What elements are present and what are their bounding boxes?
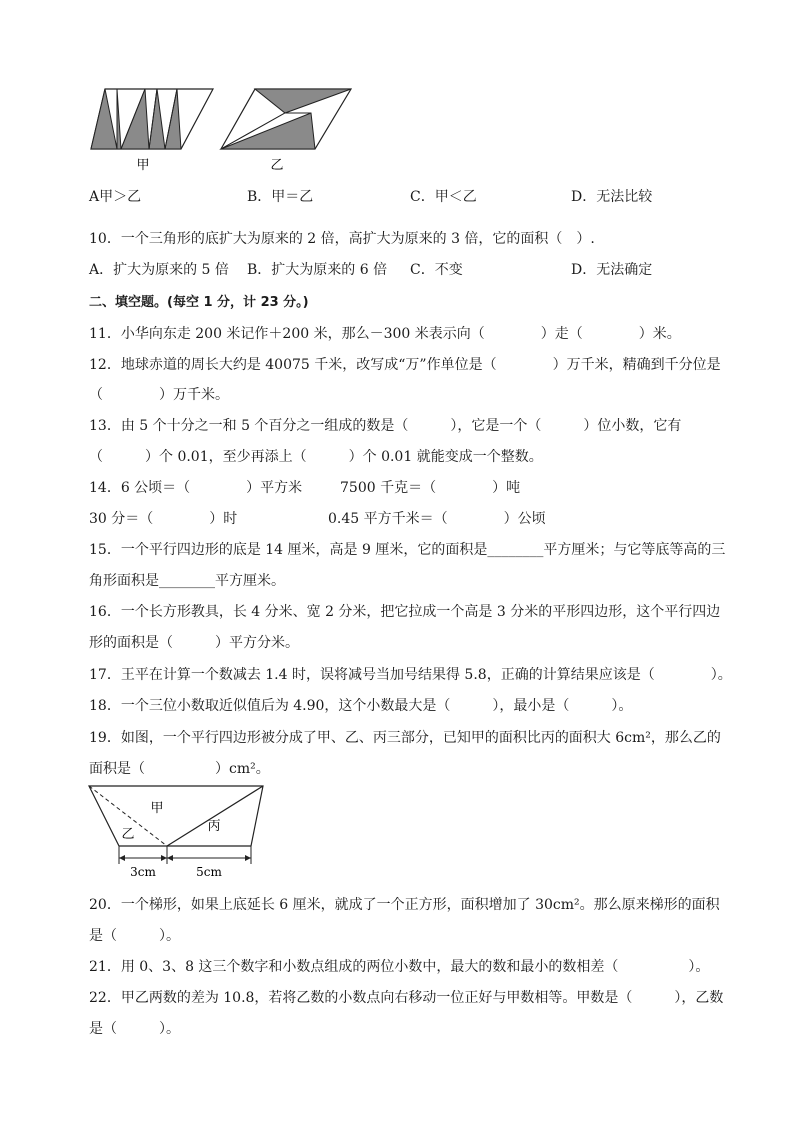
q10-option-b: B．扩大为原来的 6 倍 (247, 262, 388, 278)
label-jia: 甲 (136, 158, 150, 173)
question-13-line2: （ ）个 0.01，至少再添上（ ）个 0.01 就能变成一个整数。 (89, 449, 543, 465)
question-14-part2: 7500 千克＝（ ）吨 (340, 480, 521, 496)
question-14-part4: 0.45 平方千米＝（ ）公顷 (328, 511, 546, 527)
q9-option-a: A甲＞乙 (89, 189, 142, 205)
label-jia: 甲 (150, 801, 164, 816)
question-16-line2: 形的面积是（ ）平方分米。 (89, 635, 299, 651)
question-12-line2: （ ）万千米。 (89, 387, 229, 403)
q10-option-d: D．无法确定 (571, 262, 653, 278)
section-2-title: 二、填空题。(每空 1 分，计 23 分。) (89, 295, 309, 310)
question-16-line1: 16．一个长方形教具，长 4 分米、宽 2 分米，把它拉成一个高是 3 分米的平形四边形，这个平行四边 (89, 604, 721, 620)
question-15-line2: 角形面积是________平方厘米。 (89, 573, 285, 589)
question-22-line2: 是（ ）。 (89, 1021, 180, 1037)
q10-option-a: A．扩大为原来的 5 倍 (89, 262, 229, 278)
question-19-line1: 19．如图，一个平行四边形被分成了甲、乙、丙三部分，已知甲的面积比丙的面积大 6cm²，那么乙的 (89, 730, 721, 746)
q10-option-c: C．不变 (410, 262, 463, 278)
label-yi: 乙 (121, 827, 135, 842)
question-13-line1: 13．由 5 个十分之一和 5 个百分之一组成的数是（ ），它是一个（ ）位小数，它有 (89, 418, 682, 434)
question-14-part1: 14．6 公顷＝（ ）平方米 (89, 480, 303, 496)
question-18: 18．一个三位小数取近似值后为 4.90，这个小数最大是（ ），最小是（ ）。 (89, 698, 633, 714)
question-15-line1: 15．一个平行四边形的底是 14 厘米，高是 9 厘米，它的面积是________平方厘米；与它等底等高的三 (89, 542, 726, 558)
question-17: 17．王平在计算一个数减去 1.4 时，误将减号当加号结果得 5.8，正确的计算结果应该是（ ）。 (89, 667, 732, 683)
label-yi: 乙 (270, 158, 284, 173)
q9-option-d: D．无法比较 (571, 189, 653, 205)
question-11: 11．小华向东走 200 米记作＋200 米，那么－300 米表示向（ ）走（ ）米。 (89, 326, 681, 342)
question-20-line2: 是（ ）。 (89, 928, 180, 944)
label-bing: 丙 (207, 819, 221, 834)
divider-line (167, 786, 263, 846)
q9-option-c: C．甲＜乙 (410, 189, 477, 205)
question-21: 21．用 0、3、8 这三个数字和小数点组成的两位小数中，最大的数和最小的数相差（ ）。 (89, 959, 710, 975)
dimension-5cm: 5cm (196, 865, 222, 879)
question-14-part3: 30 分＝（ ）时 (89, 511, 238, 527)
question-20-line1: 20．一个梯形，如果上底延长 6 厘米，就成了一个正方形，面积增加了 30cm²。那么原来梯形的面积 (89, 897, 720, 913)
question-22-line1: 22．甲乙两数的差为 10.8，若将乙数的小数点向右移动一位正好与甲数相等。甲数是（ ），乙数 (89, 990, 724, 1006)
question-9-figure (85, 85, 385, 175)
question-12-line1: 12．地球赤道的周长大约是 40075 千米，改写成“万”作单位是（ ）万千米，精确到千分位是 (89, 357, 721, 373)
question-19-line2: 面积是（ ）cm²。 (89, 761, 270, 777)
parallelogram (89, 786, 263, 846)
question-10: 10．一个三角形的底扩大为原来的 2 倍，高扩大为原来的 3 倍，它的面积（ ）. (89, 231, 595, 247)
q9-option-b: B．甲＝乙 (247, 189, 314, 205)
dimension-3cm: 3cm (130, 865, 156, 879)
question-19-figure (85, 780, 265, 880)
